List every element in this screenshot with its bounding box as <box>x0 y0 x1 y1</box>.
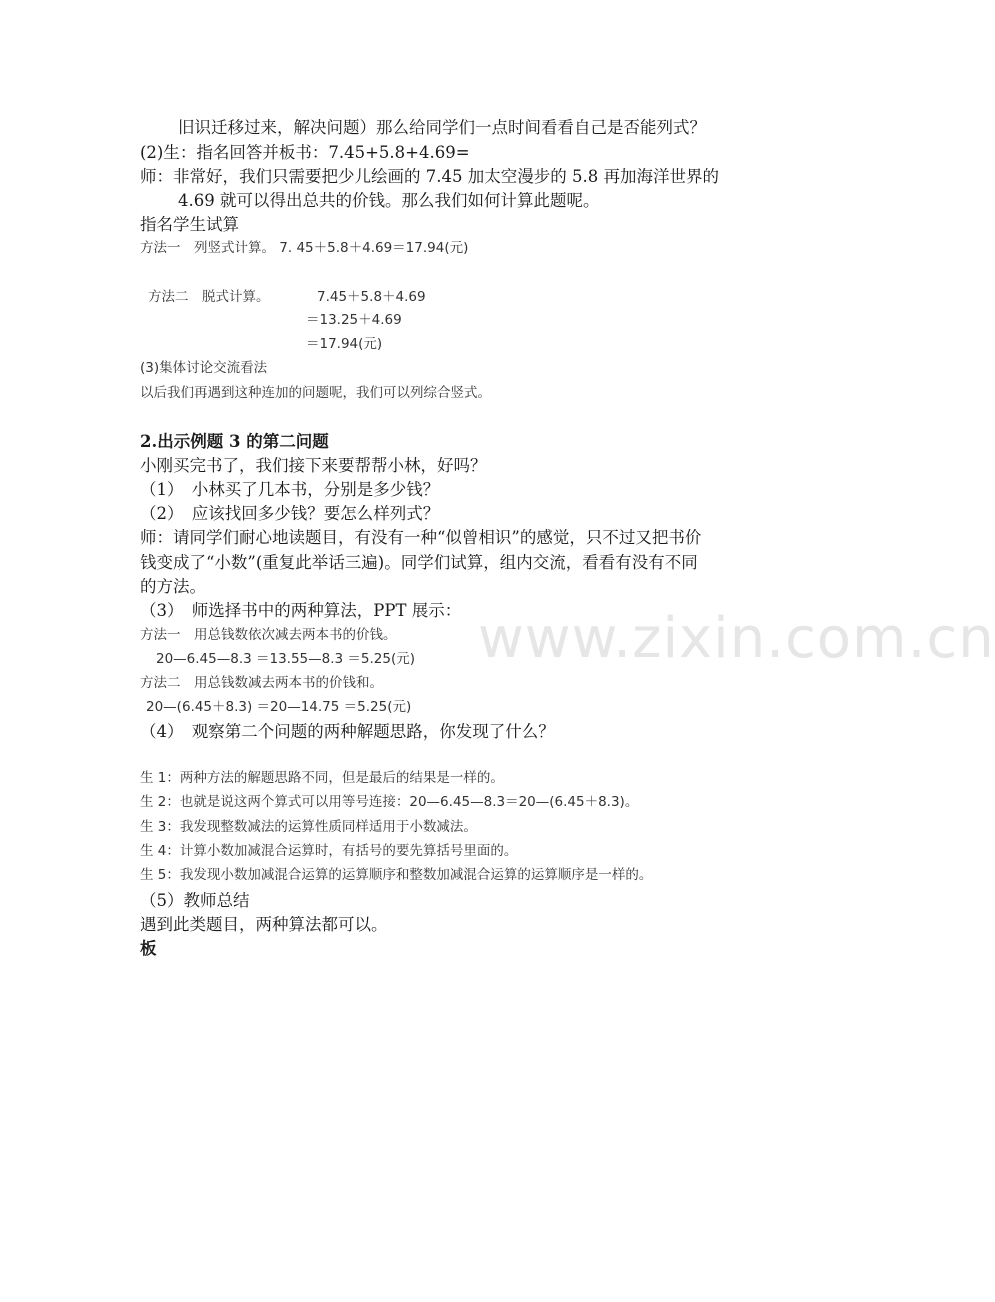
math-line: 20—6.45—8.3 ＝13.55—8.3 ＝5.25(元) <box>156 651 415 667</box>
text-line: 钱变成了“小数”(重复此举话三遍)。同学们试算，组内交流，看看有没有不同 <box>140 553 698 572</box>
math-line: 20—(6.45＋8.3) ＝20—14.75 ＝5.25(元) <box>146 699 412 715</box>
text-line: 生 5：我发现小数加减混合运算的运算顺序和整数加减混合运算的运算顺序是一样的。 <box>140 867 653 883</box>
text-line: 板 <box>140 939 157 958</box>
text-line: 方法二 用总钱数减去两本书的价钱和。 <box>140 675 383 691</box>
text-line: 生 3：我发现整数减法的运算性质同样适用于小数减法。 <box>140 819 477 835</box>
text-line: 旧识迁移过来，解决问题）那么给同学们一点时间看看自己是否能列式？ <box>178 118 706 137</box>
text-line: 生 1：两种方法的解题思路不同，但是最后的结果是一样的。 <box>140 770 504 786</box>
text-line: （2） 应该找回多少钱？要怎么样列式？ <box>140 504 440 523</box>
math-line: ＝13.25＋4.69 <box>306 312 402 328</box>
text-line: 的方法。 <box>140 577 206 596</box>
text-line: (2)生：指名回答并板书：7.45+5.8+4.69= <box>140 143 470 162</box>
text-line: 小刚买完书了，我们接下来要帮帮小林，好吗？ <box>140 456 487 475</box>
text-line: (3)集体讨论交流看法 <box>140 360 268 376</box>
text-line: 遇到此类题目，两种算法都可以。 <box>140 915 388 934</box>
watermark: www.zixin.com.cn <box>478 606 995 671</box>
text-line: 方法二 脱式计算。 <box>148 289 270 305</box>
text-line: 方法一 用总钱数依次减去两本书的价钱。 <box>140 627 397 643</box>
math-line: 7.45＋5.8＋4.69 <box>317 289 426 305</box>
text-line: 师：非常好，我们只需要把少儿绘画的 7.45 加太空漫步的 5.8 再加海洋世界的 <box>140 167 719 186</box>
text-line: 方法一 列竖式计算。 7. 45＋5.8＋4.69＝17.94(元) <box>140 240 469 256</box>
text-line: 以后我们再遇到这种连加的问题呢，我们可以列综合竖式。 <box>140 385 491 401</box>
text-line: （5）教师总结 <box>140 891 250 910</box>
text-line: 生 4：计算小数加减混合运算时，有括号的要先算括号里面的。 <box>140 843 518 859</box>
text-line: （1） 小林买了几本书，分别是多少钱？ <box>140 480 440 499</box>
text-line: 生 2：也就是说这两个算式可以用等号连接：20—6.45—8.3＝20—(6.45＋8.3)。 <box>140 794 639 810</box>
text-line: 指名学生试算 <box>140 215 239 234</box>
section-heading: 2.出示例题 3 的第二问题 <box>140 432 329 451</box>
text-line: 师：请同学们耐心地读题目，有没有一种“似曾相识”的感觉，只不过又把书价 <box>140 528 702 547</box>
text-line: 4.69 就可以得出总共的价钱。那么我们如何计算此题呢。 <box>178 191 600 210</box>
text-line: （4） 观察第二个问题的两种解题思路，你发现了什么？ <box>140 722 555 741</box>
math-line: ＝17.94(元) <box>306 336 383 352</box>
text-line: （3） 师选择书中的两种算法，PPT 展示： <box>140 601 462 620</box>
